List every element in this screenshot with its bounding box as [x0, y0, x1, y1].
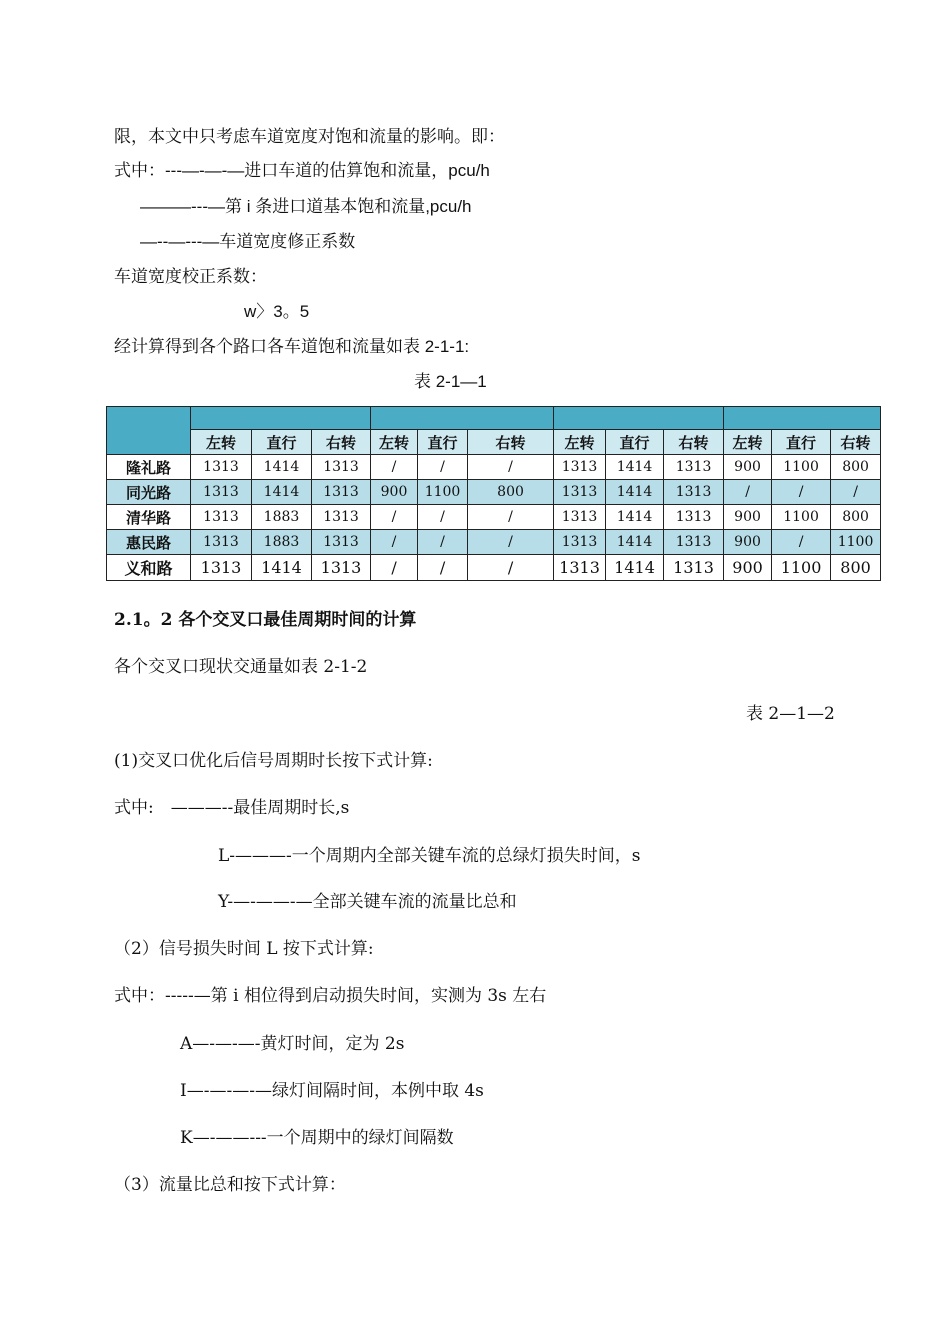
table-cell: / — [831, 480, 881, 505]
table-cell: / — [418, 455, 468, 480]
saturation-flow-table — [106, 406, 881, 581]
column-header: 直行 — [606, 430, 664, 455]
column-header: 右转 — [468, 430, 554, 455]
table-cell: / — [468, 555, 554, 581]
text-line: ———---—第 i 条进口道基本饱和流量,pcu/h — [140, 197, 472, 216]
table-cell: / — [371, 530, 418, 555]
table-cell: 1313 — [312, 505, 371, 530]
table-cell: 800 — [468, 480, 554, 505]
table-cell: 1313 — [191, 555, 252, 581]
table-cell: / — [371, 555, 418, 581]
table-header-group-row — [107, 407, 881, 430]
table-cell: 1313 — [191, 455, 252, 480]
table-cell: / — [772, 480, 831, 505]
column-header: 右转 — [312, 430, 371, 455]
table-cell: 1313 — [664, 505, 724, 530]
table-cell: 900 — [724, 530, 772, 555]
table-cell: 900 — [371, 480, 418, 505]
table-cell: 1414 — [606, 480, 664, 505]
table-row — [107, 455, 881, 480]
table-group-cell — [371, 407, 554, 430]
table-row — [107, 530, 881, 555]
table-row — [107, 505, 881, 530]
table-group-cell — [724, 407, 881, 430]
text-line: 限，本文中只考虑车道宽度对饱和流量的影响。即： — [114, 127, 505, 147]
text-line: 式中：---—-—-—进口车道的估算饱和流量，pcu/h — [114, 161, 490, 180]
table-cell: 800 — [831, 455, 881, 480]
table-cell: 900 — [724, 505, 772, 530]
row-name: 惠民路 — [107, 530, 191, 555]
table-cell: 1414 — [606, 555, 664, 581]
column-header: 左转 — [371, 430, 418, 455]
text-line: （2）信号损失时间 L 按下式计算: — [114, 939, 374, 959]
table-caption: 表 2-1—1 — [414, 372, 487, 391]
table-cell: 1313 — [312, 480, 371, 505]
table-row — [107, 480, 881, 505]
table-corner-cell — [107, 407, 191, 455]
text-line: 车道宽度校正系数： — [114, 267, 267, 287]
table-cell: 1883 — [252, 530, 312, 555]
column-header: 左转 — [554, 430, 606, 455]
table-cell: 1313 — [554, 505, 606, 530]
column-header: 左转 — [724, 430, 772, 455]
column-header: 左转 — [191, 430, 252, 455]
table-cell: 1313 — [554, 480, 606, 505]
table-cell: / — [468, 505, 554, 530]
row-name: 义和路 — [107, 555, 191, 581]
table-cell: 1883 — [252, 505, 312, 530]
table-cell: 900 — [724, 455, 772, 480]
table-cell: 1100 — [831, 530, 881, 555]
text-line: L-———-一个周期内全部关键车流的总绿灯损失时间，s — [218, 846, 641, 866]
table-header-row — [107, 430, 881, 455]
table-cell: 1313 — [664, 530, 724, 555]
table-cell: 1414 — [252, 480, 312, 505]
table-cell: 1414 — [606, 505, 664, 530]
table-cell: 900 — [724, 555, 772, 581]
text-line: Y-—-——-—全部关键车流的流量比总和 — [218, 892, 517, 912]
table-cell: 1313 — [664, 455, 724, 480]
table-cell: 1313 — [554, 555, 606, 581]
table-cell: 1100 — [772, 505, 831, 530]
table-cell: / — [418, 555, 468, 581]
table-cell: 1313 — [312, 530, 371, 555]
table-cell: 1313 — [191, 505, 252, 530]
table-cell: / — [418, 530, 468, 555]
table-cell: / — [468, 530, 554, 555]
text-line: 经计算得到各个路口各车道饱和流量如表 2-1-1: — [114, 337, 470, 356]
table-cell: 1100 — [418, 480, 468, 505]
text-line: 各个交叉口现状交通量如表 2-1-2 — [114, 657, 368, 677]
text-line: 式中：-----—第 i 相位得到启动损失时间，实测为 3s 左右 — [114, 986, 547, 1006]
table-cell: 1414 — [252, 455, 312, 480]
text-line: 式中: ———--最佳周期时长,s — [114, 798, 350, 818]
column-header: 右转 — [831, 430, 881, 455]
table-cell: / — [371, 455, 418, 480]
table-row — [107, 555, 881, 581]
table-cell: 1313 — [191, 480, 252, 505]
text-line: w〉3。5 — [244, 302, 310, 321]
row-name: 同光路 — [107, 480, 191, 505]
table-cell: 1414 — [252, 555, 312, 581]
section-heading: 2.1。2 各个交叉口最佳周期时间的计算 — [114, 610, 417, 630]
column-header: 右转 — [664, 430, 724, 455]
column-header: 直行 — [418, 430, 468, 455]
table-cell: 1313 — [554, 455, 606, 480]
table-caption: 表 2—1—2 — [746, 704, 835, 724]
table-cell: 1100 — [772, 455, 831, 480]
text-line: K—-——---一个周期中的绿灯间隔数 — [180, 1128, 454, 1148]
text-line: A—-—-—-黄灯时间，定为 2s — [180, 1034, 405, 1054]
table-cell: / — [371, 505, 418, 530]
table-cell: 800 — [831, 555, 881, 581]
table-cell: 1414 — [606, 455, 664, 480]
table-cell: 1313 — [191, 530, 252, 555]
table-cell: 1313 — [312, 455, 371, 480]
text-line: —--—---—车道宽度修正系数 — [140, 232, 356, 251]
table-cell: 1313 — [664, 480, 724, 505]
table-group-cell — [191, 407, 371, 430]
column-header: 直行 — [772, 430, 831, 455]
row-name: 隆礼路 — [107, 455, 191, 480]
table-cell: 1313 — [664, 555, 724, 581]
table-cell: / — [418, 505, 468, 530]
table-cell: / — [772, 530, 831, 555]
row-name: 清华路 — [107, 505, 191, 530]
text-line: （3）流量比总和按下式计算： — [114, 1175, 346, 1195]
table-cell: 1313 — [554, 530, 606, 555]
text-line: I—-—-—-—绿灯间隔时间，本例中取 4s — [180, 1081, 484, 1101]
text-line: (1)交叉口优化后信号周期时长按下式计算: — [114, 751, 433, 771]
table-cell: 1313 — [312, 555, 371, 581]
table-cell: 800 — [831, 505, 881, 530]
table-cell: 1100 — [772, 555, 831, 581]
column-header: 直行 — [252, 430, 312, 455]
table-cell: / — [724, 480, 772, 505]
table-group-cell — [554, 407, 724, 430]
table-cell: 1414 — [606, 530, 664, 555]
table-cell: / — [468, 455, 554, 480]
